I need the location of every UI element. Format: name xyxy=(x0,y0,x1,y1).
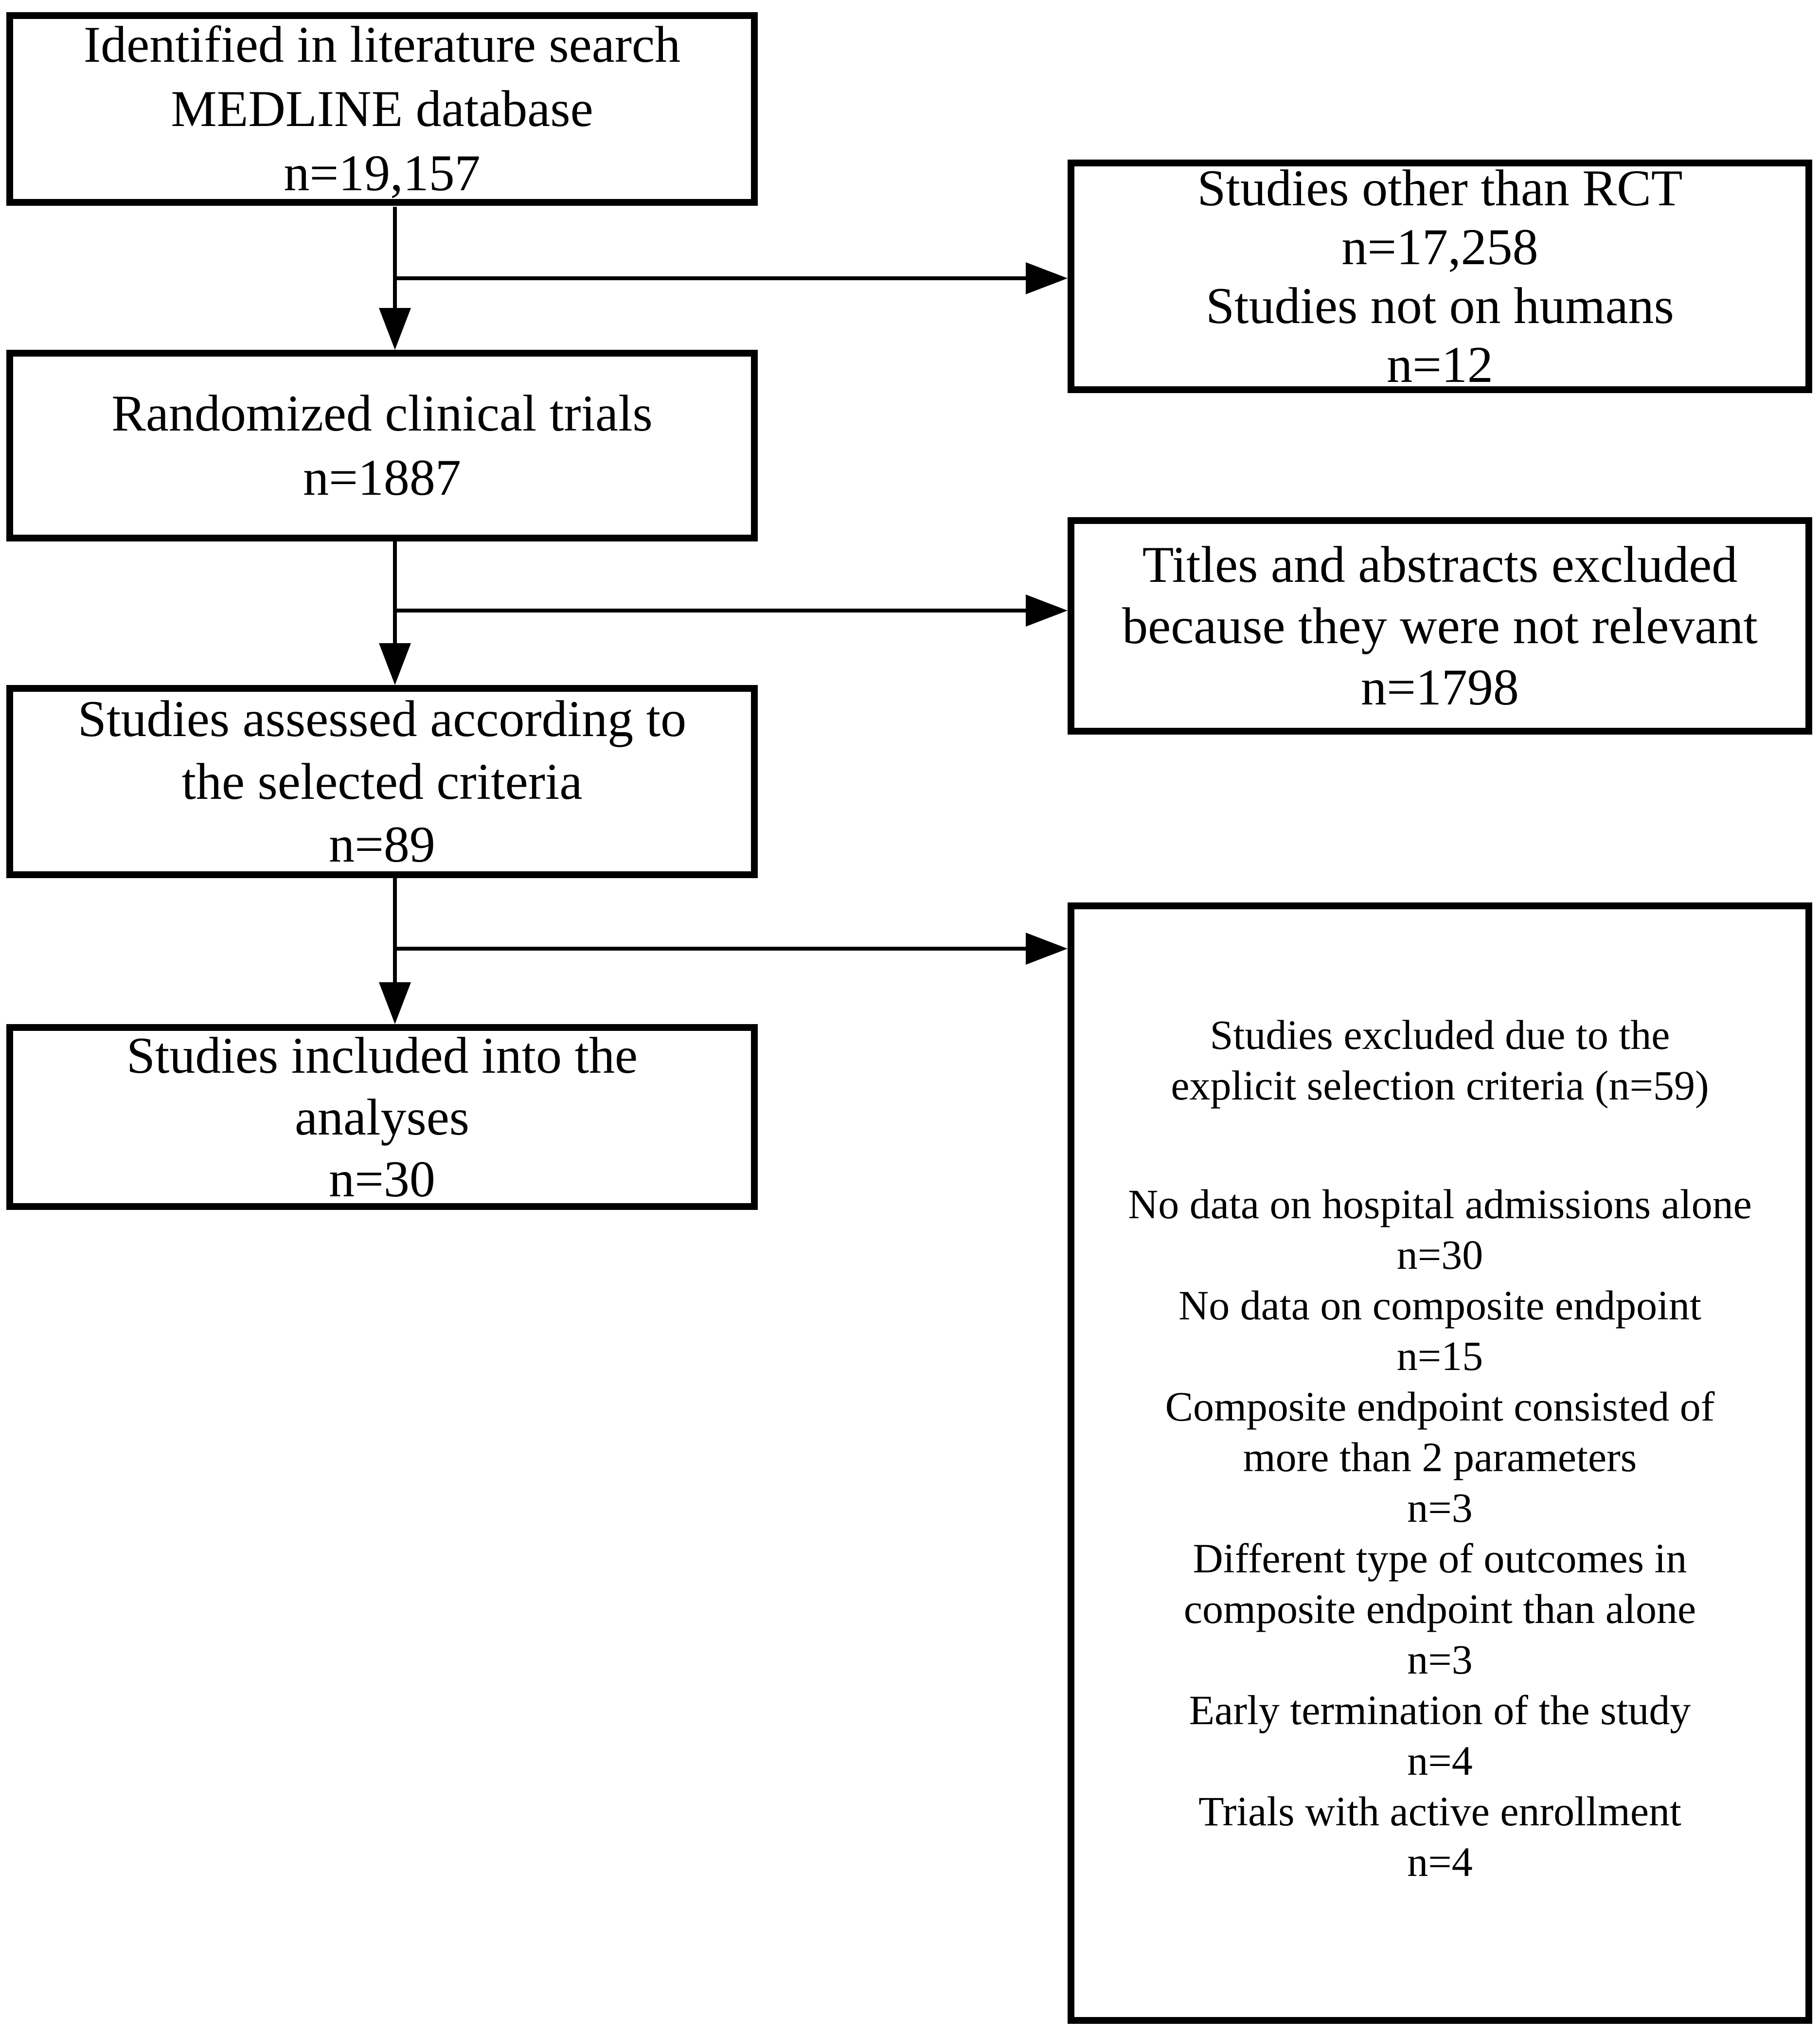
box-text-line: Identified in literature search xyxy=(83,16,681,73)
arrowhead-right-into-other-than-rct-icon xyxy=(1026,262,1068,294)
branch-to-other-than-rct xyxy=(393,276,1029,280)
box-text-line: Randomized clinical trials xyxy=(111,385,653,442)
box-count-line: n=19,157 xyxy=(284,144,481,201)
excluded-box-heading xyxy=(1171,1009,1709,1111)
box-count-line: n=12 xyxy=(1387,336,1493,393)
box-text-line: Studies other than RCT xyxy=(1197,160,1683,216)
box-identified-literature-search xyxy=(6,12,758,206)
reason-line: Early termination of the study xyxy=(1189,1687,1691,1733)
heading-line: explicit selection criteria (n=59) xyxy=(1171,1062,1709,1109)
arrowhead-right-into-excluded-criteria-icon xyxy=(1026,933,1068,965)
connector-identified-to-rct xyxy=(393,207,397,315)
box-count-line: n=30 xyxy=(329,1150,435,1207)
excluded-reasons-list xyxy=(1128,1179,1752,1887)
arrowhead-right-into-titles-excluded-icon xyxy=(1026,595,1068,627)
box-count-line: n=1887 xyxy=(303,449,461,506)
reason-count: n=3 xyxy=(1407,1484,1473,1531)
reason-line: composite endpoint than alone xyxy=(1183,1586,1696,1632)
box-text-line: Studies included into the xyxy=(126,1027,638,1084)
box-studies-excluded-criteria xyxy=(1068,902,1812,2024)
box-text-line: analyses xyxy=(294,1088,470,1146)
branch-to-excluded-criteria xyxy=(393,947,1029,951)
arrowhead-down-into-assessed-icon xyxy=(379,643,411,685)
box-studies-assessed xyxy=(6,685,758,878)
reason-line: No data on hospital admissions alone xyxy=(1128,1181,1752,1227)
heading-line: Studies excluded due to the xyxy=(1210,1011,1670,1058)
reason-line: No data on composite endpoint xyxy=(1178,1282,1701,1329)
branch-to-titles-excluded xyxy=(393,609,1029,613)
arrowhead-down-into-included-icon xyxy=(379,982,411,1024)
box-count-line: n=17,258 xyxy=(1341,218,1538,275)
reason-count: n=3 xyxy=(1407,1636,1473,1683)
box-text-line: Titles and abstracts excluded xyxy=(1142,536,1738,593)
reason-line: Different type of outcomes in xyxy=(1193,1535,1687,1582)
box-text-line: Studies assessed according to xyxy=(77,690,687,747)
arrowhead-down-into-rct-icon xyxy=(379,308,411,350)
box-randomized-clinical-trials xyxy=(6,350,758,541)
reason-count: n=30 xyxy=(1396,1231,1483,1278)
box-text-line: because they were not relevant xyxy=(1122,597,1758,654)
box-titles-abstracts-excluded xyxy=(1068,517,1812,735)
reason-count: n=4 xyxy=(1407,1737,1473,1784)
reason-line: Trials with active enrollment xyxy=(1198,1788,1681,1835)
box-studies-other-than-rct xyxy=(1068,160,1812,393)
connector-assessed-to-included xyxy=(393,878,397,986)
box-text-line: MEDLINE database xyxy=(171,80,593,137)
box-studies-included xyxy=(6,1024,758,1210)
reason-line: Composite endpoint consisted of xyxy=(1165,1383,1715,1430)
reason-count: n=15 xyxy=(1396,1333,1483,1379)
reason-line: more than 2 parameters xyxy=(1243,1434,1637,1480)
reason-count: n=4 xyxy=(1407,1838,1473,1885)
box-text-line: Studies not on humans xyxy=(1206,277,1674,334)
box-count-line: n=1798 xyxy=(1361,658,1519,716)
box-count-line: n=89 xyxy=(329,816,435,873)
box-text-line: the selected criteria xyxy=(181,753,583,810)
connector-rct-to-assessed xyxy=(393,541,397,649)
